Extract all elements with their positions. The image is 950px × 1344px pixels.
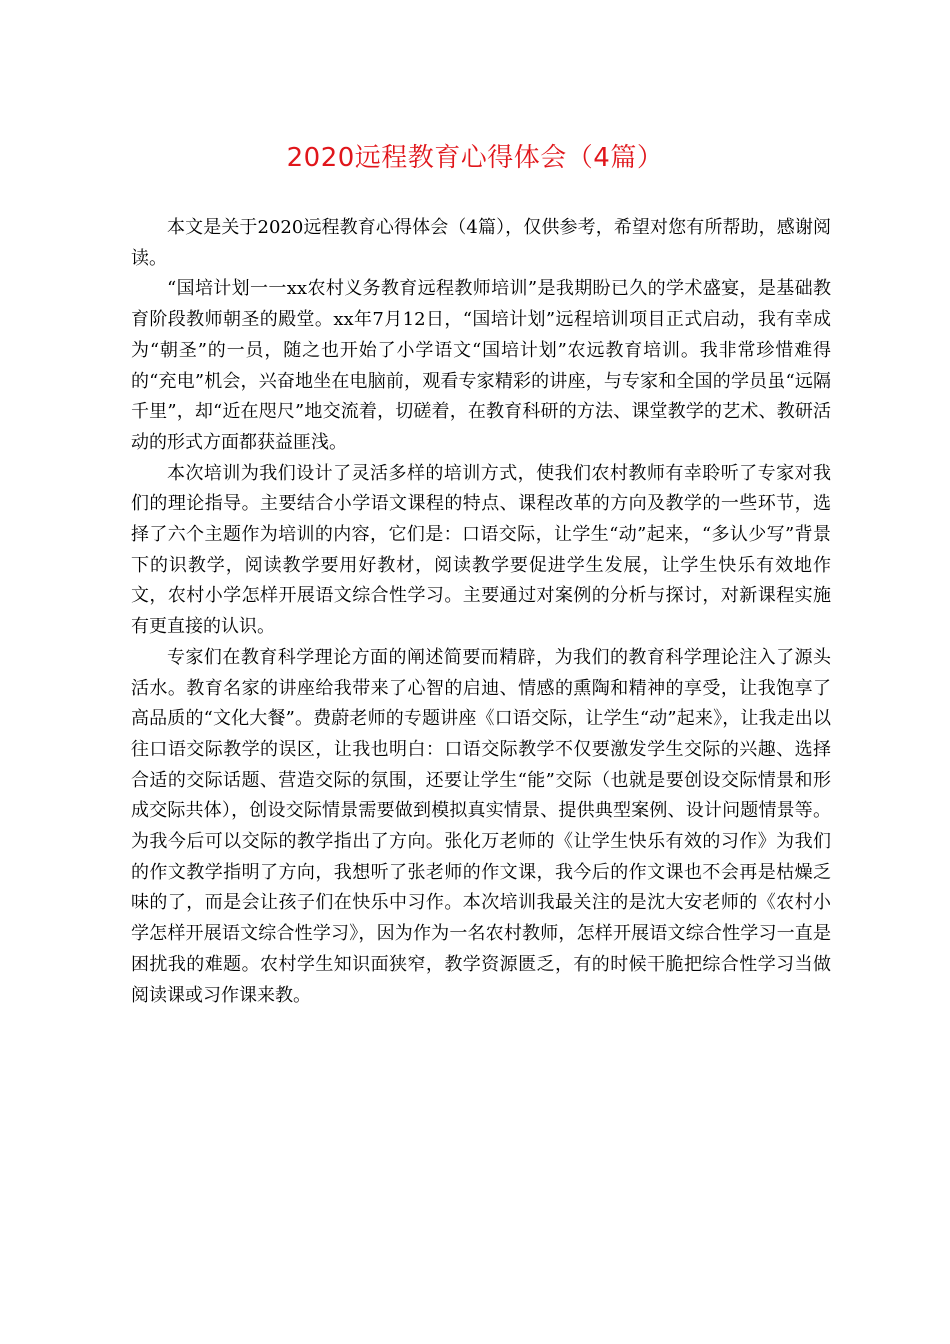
document-title: 2020远程教育心得体会（4篇） (286, 143, 664, 173)
paragraph-guopei: “国培计划一一xx农村义务教育远程教师培训”是我期盼已久的学术盛宴，是基础教育阶段教师朝圣的殿堂。xx年7月12日，“国培计划”远程培训项目正式启动，我有幸成为“朝圣”的一员，随之也开始了小学语文“国培计划”农远教育培训。我非常珍惜难得的“充电”机会，兴奋地坐在电脑前，观看专家精彩的讲座，与专家和全国的学员虽“远隔千里”，却“近在咫尺”地交流着，切磋着，在教育科研的方法、课堂教学的艺术、教研活动的形式方面都获益匪浅。 (131, 278, 831, 453)
paragraph-expert-theory: 专家们在教育科学理论方面的阐述简要而精辟，为我们的教育科学理论注入了源头活水。教育名家的讲座给我带来了心智的启迪、情感的熏陶和精神的享受，让我饱享了高品质的“文化大餐”。费蔚老师的专题讲座《口语交际，让学生“动”起来》，让我走出以往口语交际教学的误区，让我也明白：口语交际教学不仅要激发学生交际的兴趣、选择合适的交际话题、营造交际的氛围，还要让学生“能”交际（也就是要创设交际情景和形成交际共体），创设交际情景需要做到模拟真实情景、提供典型案例、设计问题情景等。为我今后可以交际的教学指出了方向。张化万老师的《让学生快乐有效的习作》为我们的作文教学指明了方向，我想听了张老师的作文课，我今后的作文课也不会再是枯燥乏味的了，而是会让孩子们在快乐中习作。本次培训我最关注的是沈大安老师的《农村小学怎样开展语文综合性学习》，因为作为一名农村教师，怎样开展语文综合性学习一直是困扰我的难题。农村学生知识面狭窄，教学资源匮乏，有的时候干脆把综合性学习当做阅读课或习作课来教。 (131, 646, 831, 1006)
paragraph-intro: 本文是关于2020远程教育心得体会（4篇），仅供参考，希望对您有所帮助，感谢阅读。 (131, 217, 831, 269)
paragraph-training-methods: 本次培训为我们设计了灵活多样的培训方式，使我们农村教师有幸聆听了专家对我们的理论指导。主要结合小学语文课程的特点、课程改革的方向及教学的一些环节，选择了六个主题作为培训的内容，它们是：口语交际，让学生“动”起来，“多认少写”背景下的识教学，阅读教学要用好教材，阅读教学要促进学生发展，让学生快乐有效地作文，农村小学怎样开展语文综合性学习。主要通过对案例的分析与探讨，对新课程实施有更直接的认识。 (131, 462, 831, 638)
document-body (131, 213, 831, 1011)
